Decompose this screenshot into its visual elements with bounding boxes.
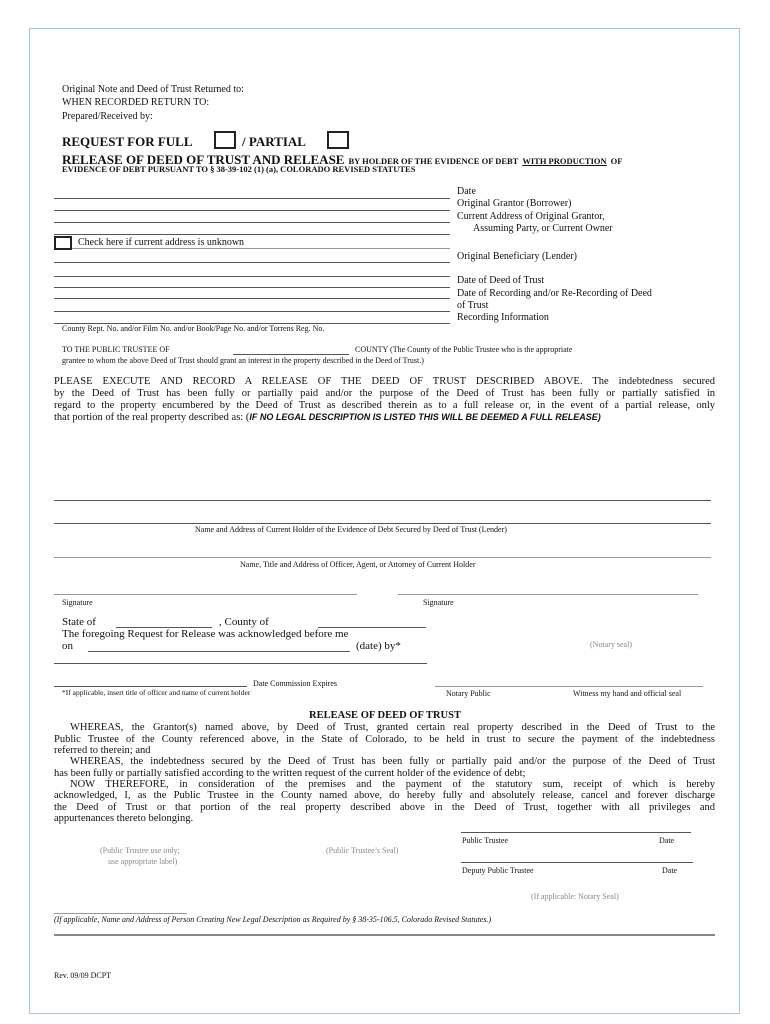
commission-line[interactable]: [54, 686, 247, 687]
legal-description-creator-line[interactable]: [54, 913, 187, 914]
page-frame: [29, 28, 740, 1014]
address-line-3[interactable]: [54, 248, 450, 249]
deputy-trustee-line[interactable]: [461, 862, 693, 863]
signature-label-1: Signature: [62, 598, 93, 607]
recording-date-label-1: Date of Recording and/or Re-Recording of Deed: [457, 288, 652, 299]
address-unknown-label: Check here if current address is unknown: [78, 237, 245, 248]
request-full-title: REQUEST FOR FULL: [62, 134, 193, 149]
note-returned-label: Original Note and Deed of Trust Returned to:: [62, 84, 244, 95]
county-of-label: , County of: [219, 616, 269, 628]
beneficiary-label: Original Beneficiary (Lender): [457, 251, 577, 262]
address-line-2[interactable]: [54, 234, 450, 235]
release-title: RELEASE OF DEED OF TRUST AND RELEASE: [62, 152, 345, 167]
when-recorded-label: WHEN RECORDED RETURN TO:: [62, 97, 210, 108]
recording-date-label-2: of Trust: [457, 300, 489, 311]
address-unknown-checkbox[interactable]: [54, 236, 72, 250]
whereas-2-line-2: has been fully or partially satisfied according to the written request of the current holder of the evidence of debt;: [54, 768, 526, 779]
therefore-line-2: acknowledged, I, as the Public Trustee in the County named above, do hereby fully and absolutely release, cancel and forever discharge: [54, 790, 715, 801]
no-legal-description-warning: IF NO LEGAL DESCRIPTION IS LISTED THIS WILL BE DEEMED A FULL RELEASE): [249, 412, 601, 422]
date-by-label: (date) by*: [356, 640, 401, 652]
full-checkbox[interactable]: [214, 131, 236, 149]
lender-line[interactable]: [54, 523, 711, 524]
trustee-use-only-2: use appropriate label): [108, 857, 178, 866]
please-line-1: PLEASE EXECUTE AND RECORD A RELEASE OF THE DEED OF TRUST DESCRIBED ABOVE. The indebtedness secured: [54, 376, 715, 387]
address-label-1: Current Address of Original Grantor,: [457, 211, 605, 222]
deputy-trustee-label: Deputy Public Trustee: [462, 866, 534, 875]
deed-date-label: Date of Deed of Trust: [457, 275, 545, 286]
to-trustee-label: TO THE PUBLIC TRUSTEE OF: [62, 345, 170, 354]
deed-date-line[interactable]: [54, 287, 450, 288]
beneficiary-line[interactable]: [54, 262, 450, 263]
recording-info-label: Recording Information: [457, 312, 549, 323]
release-heading: RELEASE OF DEED OF TRUST: [309, 710, 461, 721]
trustee-seal-label: (Public Trustee’s Seal): [326, 846, 399, 855]
legal-description-creator-label: (If applicable, Name and Address of Person Creating New Legal Description as Required by § 38-35-106.5, Colorado Revised Statutes.): [54, 915, 492, 924]
of-text: OF: [610, 156, 623, 166]
please-line-2: by the Deed of Trust has been fully or partially paid and/or the purpose of the Deed of Trust has been fully or partially satisfied in: [54, 388, 715, 399]
prepared-label: Prepared/Received by:: [62, 111, 153, 122]
therefore-line-4: appurtenances thereto belonging.: [54, 813, 194, 824]
trustee-county-line[interactable]: [233, 354, 349, 355]
partial-title: / PARTIAL: [242, 134, 306, 149]
whereas-1-line-3: referred to therein; and: [54, 745, 151, 756]
therefore-line-3: the Deed of Trust or that portion of the real property described above in the Deed of Trust, together with all privileges and: [54, 802, 715, 813]
whereas-1-line-2: Public Trustee of the County referenced above, in the State of Colorado, to be held in trust to secure the payment of the indebtedness: [54, 734, 715, 745]
revision-label: Rev. 09/09 DCPT: [54, 971, 112, 980]
acknowledged-date-line[interactable]: [88, 651, 350, 652]
acknowledged-text: The foregoing Request for Release was acknowledged before me: [62, 628, 349, 640]
grantor-label: Original Grantor (Borrower): [457, 198, 572, 209]
recording-date-line[interactable]: [54, 298, 450, 299]
trustee-grantee-text: grantee to whom the above Deed of Trust should grant an interest in the property described in the Deed of Trust.): [62, 356, 424, 365]
date-label: Date: [457, 186, 476, 197]
please-line-4: [54, 411, 715, 424]
public-trustee-label: Public Trustee: [462, 836, 509, 845]
signature-line-1[interactable]: [54, 594, 357, 595]
therefore-line-1: NOW THEREFORE, in consideration of the premises and the payment of the statutory sum, receipt of which is hereby: [70, 779, 715, 790]
please-line-4-text: that portion of the real property described as: (: [54, 412, 250, 423]
officer-line[interactable]: [54, 557, 711, 558]
whereas-2-line-1: WHEREAS, the indebtedness secured by the Deed of Trust has been fully or partially paid and/or the purpose of the Deed of Trust: [70, 756, 715, 767]
notary-public-line[interactable]: [435, 686, 703, 687]
whereas-1-line-1: WHEREAS, the Grantor(s) named above, by Deed of Trust, granted certain real property described in the Deed of Trust to the: [70, 722, 715, 733]
trustee-county-text: COUNTY (The County of the Public Trustee who is the appropriate: [355, 345, 573, 354]
signature-label-2: Signature: [423, 598, 454, 607]
date-line[interactable]: [54, 198, 450, 199]
address-line-1[interactable]: [54, 222, 450, 223]
applicable-note: *If applicable, insert title of officer and name of current holder: [62, 688, 251, 697]
partial-checkbox[interactable]: [327, 131, 349, 149]
please-line-3: regard to the property encumbered by the Deed of Trust as described therein as to a full release or, in the event of a partial release, only: [54, 400, 715, 411]
notary-public-label: Notary Public: [446, 689, 491, 698]
signature-line-2[interactable]: [398, 594, 698, 595]
witness-label: Witness my hand and official seal: [573, 689, 682, 698]
trustee-use-only-1: (Public Trustee use only;: [100, 846, 180, 855]
legal-description-line-1[interactable]: [54, 500, 711, 501]
deputy-trustee-date-label: Date: [662, 866, 678, 875]
beneficiary-line-2[interactable]: [54, 276, 450, 277]
by-holder-text: BY HOLDER OF THE EVIDENCE OF DEBT: [348, 156, 519, 166]
statute-line: EVIDENCE OF DEBT PURSUANT TO § 38-39-102 (1) (a), COLORADO REVISED STATUTES: [62, 164, 416, 174]
notary-seal-applicable: (If applicable: Notary Seal): [531, 892, 619, 901]
officer-label: Name, Title and Address of Officer, Agent, or Attorney of Current Holder: [240, 560, 476, 569]
recording-date-line-2[interactable]: [54, 311, 450, 312]
commission-label: Date Commission Expires: [253, 679, 337, 688]
public-trustee-line[interactable]: [461, 832, 691, 833]
address-label-2: Assuming Party, or Current Owner: [473, 223, 613, 234]
grantor-line[interactable]: [54, 210, 450, 211]
notary-seal-label: (Notary seal): [590, 640, 632, 649]
on-label: on: [62, 640, 73, 652]
state-of-label: State of: [62, 616, 96, 628]
public-trustee-date-label: Date: [659, 836, 675, 845]
footer-divider: [54, 934, 715, 936]
county-row-label: County Rept. No. and/or Film No. and/or Book/Page No. and/or Torrens Reg. No.: [62, 324, 325, 333]
acknowledged-by-line[interactable]: [54, 663, 427, 664]
with-production-text: WITH PRODUCTION: [522, 156, 607, 166]
lender-label: Name and Address of Current Holder of the Evidence of Debt Secured by Deed of Trust (Lender): [195, 525, 507, 534]
